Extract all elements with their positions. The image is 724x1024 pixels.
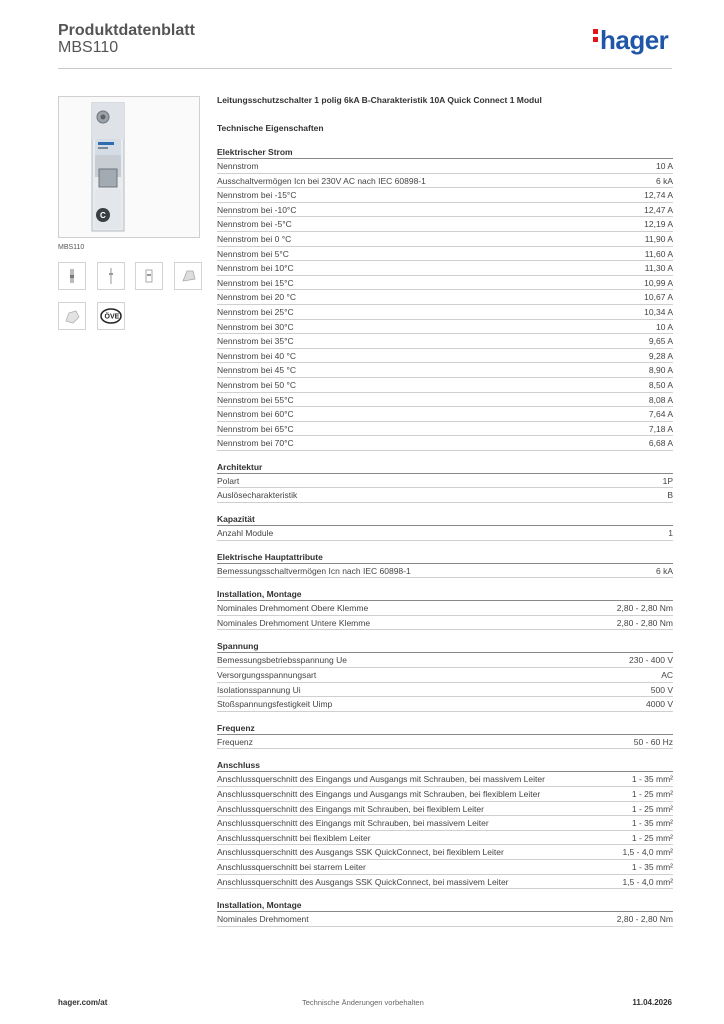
ove-certification-icon — [98, 303, 124, 329]
property-value: 8,08 A — [648, 394, 673, 405]
thumbnail-3[interactable] — [135, 262, 163, 290]
property-value: 500 V — [650, 684, 673, 695]
property-value: 1 - 35 mm² — [631, 818, 673, 829]
property-value: 1 - 25 mm² — [631, 803, 673, 814]
section-spacer — [217, 630, 673, 640]
property-row — [217, 697, 673, 712]
property-label: Nominales Drehmoment Untere Klemme — [217, 617, 371, 628]
property-row — [217, 787, 673, 802]
property-value: 7,18 A — [648, 423, 673, 434]
property-value: 12,47 A — [644, 204, 673, 215]
property-label: Anschlussquerschnitt des Eingangs mit Schrauben, bei flexiblem Leiter — [217, 803, 484, 814]
property-value: 1P — [662, 475, 673, 486]
property-label: Nennstrom bei 20 °C — [217, 292, 296, 303]
section — [217, 461, 673, 513]
property-label: Frequenz — [217, 736, 253, 747]
section-heading: Frequenz — [217, 722, 673, 735]
property-row — [217, 735, 673, 750]
section-spacer — [217, 749, 673, 759]
property-label: Nennstrom bei 30°C — [217, 321, 294, 332]
property-value: 8,50 A — [648, 379, 673, 390]
footer-website[interactable]: hager.com/at — [58, 998, 108, 1007]
document-subtitle: MBS110 — [58, 39, 119, 56]
section — [217, 146, 673, 461]
property-value: 10 A — [655, 321, 673, 332]
property-label: Bemessungsschaltvermögen Icn nach IEC 60898-1 — [217, 565, 411, 576]
property-row — [217, 305, 673, 320]
property-row — [217, 422, 673, 437]
property-value: 6,68 A — [648, 438, 673, 449]
property-label: Ausschaltvermögen Icn bei 230V AC nach IEC 60898-1 — [217, 175, 426, 186]
property-label: Anschlussquerschnitt des Ausgangs SSK QuickConnect, bei flexiblem Leiter — [217, 847, 504, 858]
property-value: 10,99 A — [644, 277, 673, 288]
section-spacer — [217, 927, 673, 937]
product-thumbnail-icon — [59, 263, 85, 289]
footer-note: Technische Änderungen vorbehalten — [302, 998, 424, 1007]
product-dimension-icon — [136, 263, 162, 289]
property-label: Versorgungsspannungsart — [217, 670, 317, 681]
property-value: 1,5 - 4,0 mm² — [622, 876, 673, 887]
property-value: 1 — [668, 528, 673, 539]
property-row — [217, 247, 673, 262]
property-row — [217, 802, 673, 817]
section — [217, 640, 673, 721]
property-row — [217, 393, 673, 408]
property-value: 2,80 - 2,80 Nm — [616, 914, 673, 925]
property-label: Bemessungsbetriebsspannung Ue — [217, 655, 347, 666]
property-label: Isolationsspannung Ui — [217, 684, 301, 695]
footer-date: 11.04.2026 — [632, 998, 672, 1007]
property-row — [217, 276, 673, 291]
property-label: Nennstrom bei 45 °C — [217, 365, 296, 376]
property-label: Nennstrom — [217, 161, 259, 171]
property-value: 10,34 A — [644, 306, 673, 317]
property-value: 2,80 - 2,80 Nm — [616, 603, 673, 614]
property-value: B — [667, 490, 673, 501]
property-sections — [217, 146, 673, 937]
property-label: Nominales Drehmoment Obere Klemme — [217, 603, 369, 614]
property-row — [217, 564, 673, 579]
svg-text:C: C — [100, 211, 106, 220]
property-value: 11,60 A — [644, 248, 673, 259]
property-value: 1,5 - 4,0 mm² — [622, 847, 673, 858]
section-heading: Anschluss — [217, 759, 673, 772]
property-value: 1 - 25 mm² — [631, 832, 673, 843]
property-label: Nominales Drehmoment — [217, 914, 309, 925]
thumbnail-5[interactable] — [58, 302, 86, 330]
section — [217, 722, 673, 760]
product-image-caption: MBS110 — [58, 244, 85, 251]
property-value: 6 kA — [655, 175, 673, 186]
section — [217, 759, 673, 899]
property-row — [217, 816, 673, 831]
property-label: Nennstrom bei -15°C — [217, 190, 297, 201]
property-label: Nennstrom bei 0 °C — [217, 233, 292, 244]
thumbnail-4[interactable] — [174, 262, 202, 290]
section-spacer — [217, 541, 673, 551]
property-value: 1 - 35 mm² — [631, 861, 673, 872]
section — [217, 588, 673, 640]
property-row — [217, 875, 673, 890]
technical-properties-heading: Technische Eigenschaften — [217, 123, 324, 133]
section — [217, 899, 673, 937]
property-row — [217, 526, 673, 541]
property-label: Nennstrom bei 15°C — [217, 277, 294, 288]
property-row — [217, 845, 673, 860]
property-value: 1 - 25 mm² — [631, 789, 673, 799]
property-label: Nennstrom bei 70°C — [217, 438, 294, 449]
product-perspective-icon — [175, 263, 201, 289]
property-label: Nennstrom bei 50 °C — [217, 379, 296, 390]
section-heading: Elektrischer Strom — [217, 146, 673, 159]
property-value: 8,90 A — [648, 365, 673, 376]
section-heading: Spannung — [217, 640, 673, 653]
header-divider — [58, 68, 672, 69]
product-image[interactable] — [58, 96, 200, 238]
section-heading: Architektur — [217, 461, 673, 474]
property-label: Nennstrom bei 5°C — [217, 248, 289, 259]
property-value: 2,80 - 2,80 Nm — [616, 617, 673, 628]
property-row — [217, 349, 673, 364]
property-row — [217, 320, 673, 335]
property-row — [217, 363, 673, 378]
property-label: Anschlussquerschnitt des Eingangs mit Schrauben, bei massivem Leiter — [217, 818, 489, 829]
property-row — [217, 188, 673, 203]
logo-text: hager — [600, 25, 669, 55]
property-row — [217, 683, 673, 698]
property-row — [217, 378, 673, 393]
product-title: Leitungsschutzschalter 1 polig 6kA B-Charakteristik 10A Quick Connect 1 Modul — [217, 95, 542, 105]
property-row — [217, 174, 673, 189]
section-heading: Kapazität — [217, 513, 673, 526]
section-spacer — [217, 451, 673, 461]
property-label: Anschlussquerschnitt des Ausgangs SSK QuickConnect, bei massivem Leiter — [217, 876, 509, 887]
property-label: Anschlussquerschnitt bei starrem Leiter — [217, 861, 366, 872]
property-value: 9,65 A — [648, 336, 673, 347]
property-row — [217, 217, 673, 232]
section-spacer — [217, 503, 673, 513]
section-heading: Installation, Montage — [217, 899, 673, 912]
property-label: Anschlussquerschnitt bei flexiblem Leiter — [217, 832, 371, 843]
thumbnail-2[interactable] — [97, 262, 125, 290]
property-label: Nennstrom bei 25°C — [217, 306, 294, 317]
property-label: Nennstrom bei 60°C — [217, 409, 294, 420]
property-row — [217, 436, 673, 451]
circuit-breaker-icon — [59, 97, 199, 237]
section-spacer — [217, 578, 673, 588]
property-row — [217, 159, 673, 174]
property-label: Stoßspannungsfestigkeit Uimp — [217, 699, 333, 710]
thumbnail-1[interactable] — [58, 262, 86, 290]
property-value: 11,30 A — [644, 263, 673, 274]
property-label: Nennstrom bei 10°C — [217, 263, 294, 274]
property-label: Anschlussquerschnitt des Eingangs und Ausgangs mit Schrauben, bei massivem Leiter — [217, 774, 545, 785]
property-row — [217, 831, 673, 846]
property-value: 12,19 A — [644, 219, 673, 230]
hager-logo[interactable] — [593, 25, 668, 56]
product-side-icon — [98, 263, 124, 289]
property-value: 50 - 60 Hz — [633, 736, 673, 747]
section — [217, 513, 673, 551]
property-label: Anschlussquerschnitt des Eingangs und Ausgangs mit Schrauben, bei flexiblem Leiter — [217, 789, 541, 799]
property-row — [217, 668, 673, 683]
property-row — [217, 912, 673, 927]
property-label: Anzahl Module — [217, 528, 274, 539]
section — [217, 551, 673, 589]
property-value: 1 - 35 mm² — [631, 774, 673, 785]
property-label: Auslösecharakteristik — [217, 490, 298, 501]
property-row — [217, 203, 673, 218]
property-row — [217, 334, 673, 349]
datasheet-content — [217, 94, 673, 937]
property-label: Nennstrom bei 65°C — [217, 423, 294, 434]
section-heading: Installation, Montage — [217, 588, 673, 601]
property-value: AC — [661, 670, 673, 681]
property-label: Nennstrom bei 55°C — [217, 394, 294, 405]
product-angle-icon — [59, 303, 85, 329]
property-row — [217, 488, 673, 503]
property-row — [217, 772, 673, 787]
property-value: 10,67 A — [644, 292, 673, 303]
property-label: Polart — [217, 475, 240, 486]
property-row — [217, 407, 673, 422]
property-row — [217, 290, 673, 305]
property-row — [217, 616, 673, 631]
section-heading: Elektrische Hauptattribute — [217, 551, 673, 564]
property-value: 7,64 A — [648, 409, 673, 420]
section-spacer — [217, 712, 673, 722]
thumbnail-ove[interactable] — [97, 302, 125, 330]
property-row — [217, 860, 673, 875]
property-value: 10 A — [655, 161, 673, 171]
property-row — [217, 474, 673, 489]
property-value: 11,90 A — [644, 233, 673, 244]
property-row — [217, 261, 673, 276]
property-label: Nennstrom bei 40 °C — [217, 350, 296, 361]
property-value: 6 kA — [655, 565, 673, 576]
property-row — [217, 653, 673, 668]
document-title: Produktdatenblatt — [58, 22, 195, 39]
property-label: Nennstrom bei -10°C — [217, 204, 297, 215]
property-value: 9,28 A — [648, 350, 673, 361]
property-value: 230 - 400 V — [629, 655, 673, 666]
property-value: 4000 V — [646, 699, 673, 710]
logo-dots-icon — [593, 29, 598, 45]
property-value: 12,74 A — [644, 190, 673, 201]
property-label: Nennstrom bei 35°C — [217, 336, 294, 347]
section-spacer — [217, 889, 673, 899]
property-row — [217, 232, 673, 247]
ove-mark-text: ÖVE — [104, 313, 120, 321]
property-row — [217, 601, 673, 616]
property-label: Nennstrom bei -5°C — [217, 219, 292, 230]
